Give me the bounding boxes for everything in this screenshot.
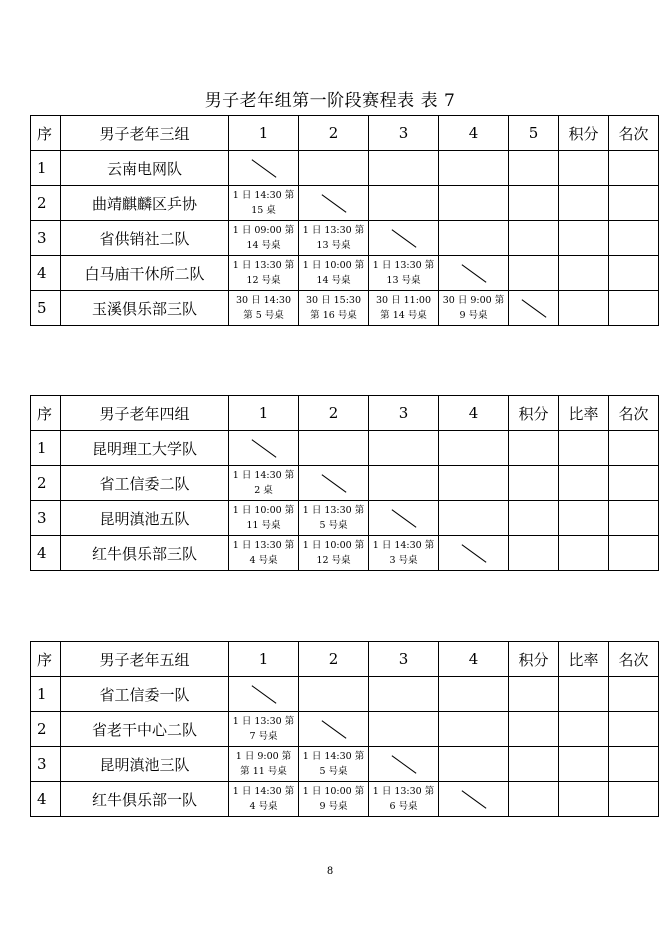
rank-cell	[609, 221, 659, 256]
header-cell: 男子老年四组	[61, 396, 229, 431]
diagonal-slash	[391, 509, 416, 527]
points-cell	[509, 466, 559, 501]
rank-cell	[609, 747, 659, 782]
empty-cell	[439, 186, 509, 221]
seq-cell: 2	[31, 712, 61, 747]
header-cell: 积分	[559, 116, 609, 151]
table-row	[31, 151, 659, 186]
table-row	[31, 466, 659, 501]
diagonal-slash	[461, 264, 486, 282]
match-cell: 1 日 14:30 第 4 号桌	[229, 782, 299, 817]
empty-cell	[299, 151, 369, 186]
points-cell	[509, 431, 559, 466]
empty-cell	[439, 466, 509, 501]
empty-cell	[439, 712, 509, 747]
seq-cell: 3	[31, 221, 61, 256]
team-name: 昆明滇池五队	[61, 501, 229, 536]
empty-cell	[439, 431, 509, 466]
self-match-cell	[299, 186, 369, 221]
empty-cell	[369, 186, 439, 221]
rank-cell	[609, 186, 659, 221]
table-row	[31, 536, 659, 571]
ratio-cell	[559, 431, 609, 466]
table-header-row	[31, 116, 659, 151]
points-cell	[509, 782, 559, 817]
match-cell: 1 日 13:30 第 7 号桌	[229, 712, 299, 747]
rank-cell	[609, 677, 659, 712]
self-match-cell	[439, 782, 509, 817]
match-cell: 1 日 13:30 第 12 号桌	[229, 256, 299, 291]
header-cell: 4	[439, 116, 509, 151]
match-cell: 1 日 13:30 第 13 号桌	[369, 256, 439, 291]
match-cell: 1 日 13:30 第 13 号桌	[299, 221, 369, 256]
table-row	[31, 501, 659, 536]
points-cell	[509, 501, 559, 536]
table-row	[31, 782, 659, 817]
rank-cell	[609, 782, 659, 817]
self-match-cell	[369, 747, 439, 782]
rank-cell	[609, 501, 659, 536]
schedule-table-group-5	[30, 641, 659, 817]
diagonal-slash	[521, 299, 546, 317]
diagonal-slash	[391, 229, 416, 247]
header-cell: 名次	[609, 642, 659, 677]
ratio-cell	[559, 536, 609, 571]
ratio-cell	[559, 677, 609, 712]
empty-cell	[369, 677, 439, 712]
team-name: 省老干中心二队	[61, 712, 229, 747]
header-cell: 1	[229, 642, 299, 677]
empty-cell	[369, 466, 439, 501]
team-name: 玉溪俱乐部三队	[61, 291, 229, 326]
match-cell: 1 日 9:00 第 第 11 号桌	[229, 747, 299, 782]
ratio-cell	[559, 501, 609, 536]
header-cell: 3	[369, 396, 439, 431]
table-row	[31, 186, 659, 221]
diagonal-slash	[251, 439, 276, 457]
match-cell: 30 日 11:00 第 14 号桌	[369, 291, 439, 326]
seq-cell: 5	[31, 291, 61, 326]
header-cell: 1	[229, 116, 299, 151]
header-cell: 男子老年三组	[61, 116, 229, 151]
header-cell: 2	[299, 642, 369, 677]
page-title: 男子老年组第一阶段赛程表 表 7	[204, 91, 456, 111]
header-cell: 3	[369, 642, 439, 677]
points-cell	[559, 256, 609, 291]
self-match-cell	[509, 291, 559, 326]
rank-cell	[609, 151, 659, 186]
self-match-cell	[369, 221, 439, 256]
empty-cell	[509, 151, 559, 186]
empty-cell	[439, 677, 509, 712]
header-cell: 男子老年五组	[61, 642, 229, 677]
self-match-cell	[439, 536, 509, 571]
empty-cell	[509, 221, 559, 256]
table-row	[31, 677, 659, 712]
points-cell	[509, 677, 559, 712]
match-cell: 1 日 13:30 第 4 号桌	[229, 536, 299, 571]
match-cell: 1 日 09:00 第 14 号桌	[229, 221, 299, 256]
header-cell: 3	[369, 116, 439, 151]
header-cell: 序	[31, 116, 61, 151]
rank-cell	[609, 291, 659, 326]
seq-cell: 1	[31, 151, 61, 186]
team-name: 红牛俱乐部三队	[61, 536, 229, 571]
header-cell: 4	[439, 396, 509, 431]
header-cell: 名次	[609, 396, 659, 431]
seq-cell: 1	[31, 431, 61, 466]
header-cell: 积分	[509, 396, 559, 431]
page-number: 8	[326, 866, 334, 877]
team-name: 白马庙干休所二队	[61, 256, 229, 291]
team-name: 曲靖麒麟区乒协	[61, 186, 229, 221]
diagonal-slash	[321, 474, 346, 492]
seq-cell: 3	[31, 501, 61, 536]
header-cell: 2	[299, 396, 369, 431]
self-match-cell	[229, 431, 299, 466]
empty-cell	[369, 151, 439, 186]
table-header-row	[31, 642, 659, 677]
points-cell	[559, 221, 609, 256]
seq-cell: 2	[31, 466, 61, 501]
self-match-cell	[369, 501, 439, 536]
match-cell: 1 日 13:30 第 5 号桌	[299, 501, 369, 536]
match-cell: 1 日 13:30 第 6 号桌	[369, 782, 439, 817]
empty-cell	[439, 221, 509, 256]
empty-cell	[369, 431, 439, 466]
points-cell	[509, 712, 559, 747]
points-cell	[509, 536, 559, 571]
empty-cell	[299, 677, 369, 712]
header-cell: 比率	[559, 396, 609, 431]
header-cell: 积分	[509, 642, 559, 677]
header-cell: 序	[31, 396, 61, 431]
header-cell: 1	[229, 396, 299, 431]
table-row	[31, 291, 659, 326]
seq-cell: 4	[31, 782, 61, 817]
match-cell: 1 日 10:00 第 11 号桌	[229, 501, 299, 536]
self-match-cell	[229, 151, 299, 186]
seq-cell: 4	[31, 536, 61, 571]
empty-cell	[509, 186, 559, 221]
points-cell	[559, 291, 609, 326]
header-cell: 2	[299, 116, 369, 151]
points-cell	[559, 151, 609, 186]
match-cell: 1 日 14:30 第 15 桌	[229, 186, 299, 221]
table-row	[31, 221, 659, 256]
diagonal-slash	[321, 720, 346, 738]
team-name: 昆明滇池三队	[61, 747, 229, 782]
diagonal-slash	[251, 159, 276, 177]
empty-cell	[439, 151, 509, 186]
match-cell: 30 日 9:00 第 9 号桌	[439, 291, 509, 326]
header-cell: 名次	[609, 116, 659, 151]
points-cell	[509, 747, 559, 782]
diagonal-slash	[321, 194, 346, 212]
self-match-cell	[229, 677, 299, 712]
self-match-cell	[299, 712, 369, 747]
match-cell: 30 日 14:30 第 5 号桌	[229, 291, 299, 326]
header-cell: 序	[31, 642, 61, 677]
table-row	[31, 431, 659, 466]
rank-cell	[609, 466, 659, 501]
header-cell: 4	[439, 642, 509, 677]
empty-cell	[369, 712, 439, 747]
team-name: 省工信委一队	[61, 677, 229, 712]
header-cell: 5	[509, 116, 559, 151]
diagonal-slash	[461, 544, 486, 562]
diagonal-slash	[251, 685, 276, 703]
match-cell: 30 日 15:30 第 16 号桌	[299, 291, 369, 326]
table-row	[31, 747, 659, 782]
empty-cell	[439, 747, 509, 782]
team-name: 省供销社二队	[61, 221, 229, 256]
schedule-table-group-4	[30, 395, 659, 571]
team-name: 云南电网队	[61, 151, 229, 186]
points-cell	[559, 186, 609, 221]
team-name: 昆明理工大学队	[61, 431, 229, 466]
diagonal-slash	[391, 755, 416, 773]
rank-cell	[609, 431, 659, 466]
match-cell: 1 日 14:30 第 2 桌	[229, 466, 299, 501]
empty-cell	[509, 256, 559, 291]
ratio-cell	[559, 747, 609, 782]
empty-cell	[439, 501, 509, 536]
rank-cell	[609, 712, 659, 747]
match-cell: 1 日 10:00 第 14 号桌	[299, 256, 369, 291]
ratio-cell	[559, 712, 609, 747]
table-header-row	[31, 396, 659, 431]
rank-cell	[609, 256, 659, 291]
match-cell: 1 日 10:00 第 9 号桌	[299, 782, 369, 817]
seq-cell: 4	[31, 256, 61, 291]
empty-cell	[299, 431, 369, 466]
diagonal-slash	[461, 790, 486, 808]
ratio-cell	[559, 466, 609, 501]
self-match-cell	[299, 466, 369, 501]
seq-cell: 3	[31, 747, 61, 782]
team-name: 红牛俱乐部一队	[61, 782, 229, 817]
rank-cell	[609, 536, 659, 571]
self-match-cell	[439, 256, 509, 291]
schedule-table-group-3	[30, 115, 659, 326]
match-cell: 1 日 10:00 第 12 号桌	[299, 536, 369, 571]
seq-cell: 2	[31, 186, 61, 221]
seq-cell: 1	[31, 677, 61, 712]
table-row	[31, 712, 659, 747]
ratio-cell	[559, 782, 609, 817]
team-name: 省工信委二队	[61, 466, 229, 501]
match-cell: 1 日 14:30 第 3 号桌	[369, 536, 439, 571]
table-row	[31, 256, 659, 291]
match-cell: 1 日 14:30 第 5 号桌	[299, 747, 369, 782]
header-cell: 比率	[559, 642, 609, 677]
